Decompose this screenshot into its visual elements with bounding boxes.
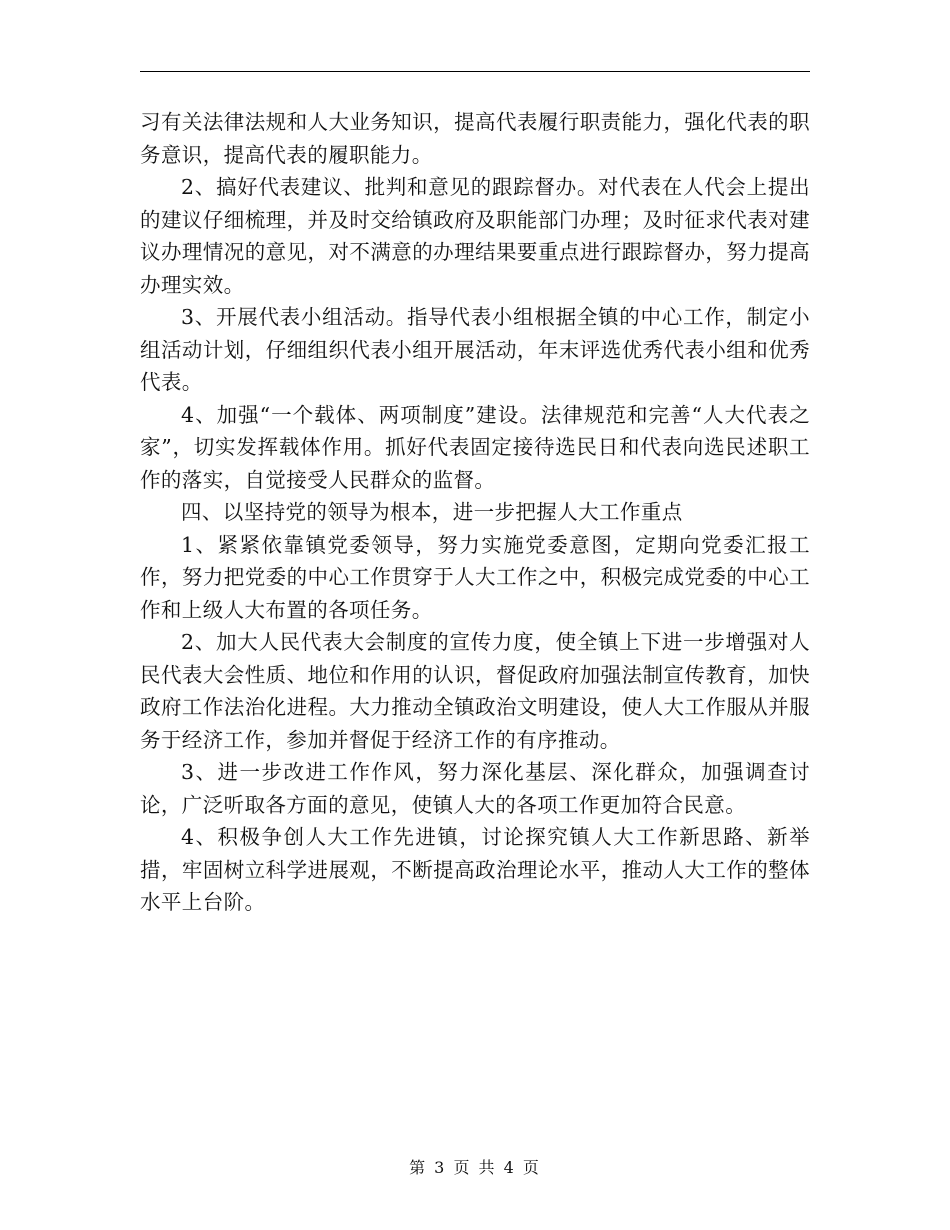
paragraph: 3、进一步改进工作作风，努力深化基层、深化群众，加强调查讨论，广泛听取各方面的意见，使镇人大的各项工作更加符合民意。 [140, 760, 810, 817]
section-heading: 四、以坚持党的领导为根本，进一步把握人大工作重点 [181, 500, 683, 524]
header-rule [140, 71, 810, 72]
paragraph: 1、紧紧依靠镇党委领导，努力实施党委意图，定期向党委汇报工作，努力把党委的中心工作贯穿于人大工作之中，积极完成党委的中心工作和上级人大布置的各项任务。 [140, 532, 810, 622]
page-number-footer: 第 3 页 共 4 页 [409, 1158, 541, 1177]
paragraph: 2、搞好代表建议、批判和意见的跟踪督办。对代表在人代会上提出的建议仔细梳理，并及时交给镇政府及职能部门办理；及时征求代表对建议办理情况的意见，对不满意的办理结果要重点进行跟踪督办，努力提高办理实效。 [140, 175, 810, 297]
paragraph: 4、积极争创人大工作先进镇，讨论探究镇人大工作新思路、新举措，牢固树立科学进展观，不断提高政治理论水平，推动人大工作的整体水平上台阶。 [140, 825, 810, 914]
paragraph: 3、开展代表小组活动。指导代表小组根据全镇的中心工作，制定小组活动计划，仔细组织代表小组开展活动，年末评选优秀代表小组和优秀代表。 [140, 305, 810, 394]
paragraph: 习有关法律法规和人大业务知识，提高代表履行职责能力，强化代表的职务意识，提高代表的履职能力。 [140, 110, 810, 167]
document-body [140, 106, 810, 919]
paragraph: 2、加大人民代表大会制度的宣传力度，使全镇上下进一步增强对人民代表大会性质、地位和作用的认识，督促政府加强法制宣传教育，加快政府工作法治化进程。大力推动全镇政治文明建设，使人大工作服从并服务于经济工作，参加并督促于经济工作的有序推动。 [140, 630, 810, 752]
paragraph: 4、加强“一个载体、两项制度”建设。法律规范和完善“人大代表之家”，切实发挥载体作用。抓好代表固定接待选民日和代表向选民述职工作的落实，自觉接受人民群众的监督。 [140, 402, 810, 492]
